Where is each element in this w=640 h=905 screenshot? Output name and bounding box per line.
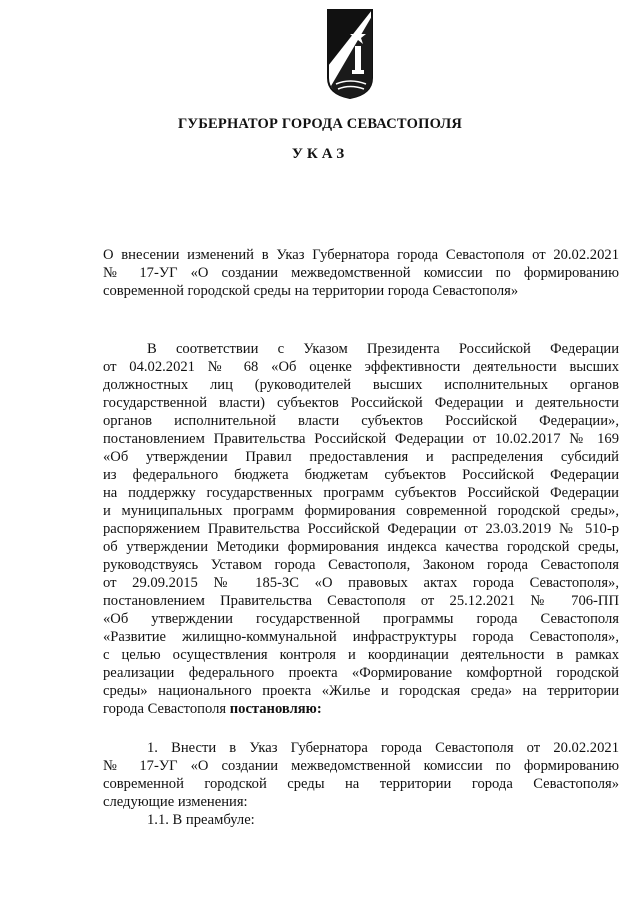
- body-line: «Об утверждении государственной программы города Севастополя: [103, 611, 619, 627]
- body-line: органов исполнительной власти субъектов Российской Федерации»,: [103, 413, 619, 429]
- preamble-paragraph: [103, 340, 619, 718]
- title-line: О внесении изменений в Указ Губернатора города Севастополя от 20.02.2021: [103, 247, 619, 263]
- body-line: и муниципальных программ формирования современной городской среды»,: [103, 503, 619, 519]
- resolve-word: постановляю:: [229, 701, 322, 717]
- body-line: государственной власти) субъектов Российской Федерации и деятельности: [103, 395, 619, 411]
- body-line: из федерального бюджета бюджетам субъектов Российской Федерации: [103, 467, 619, 483]
- body-line: руководствуясь Уставом города Севастополя, Законом города Севастополя: [103, 557, 619, 573]
- item-line: № 17-УГ «О создании межведомственной комиссии по формированию: [103, 758, 619, 774]
- document-type: УКАЗ: [291, 146, 349, 162]
- item-line: современной городской среды на территории города Севастополя»: [103, 776, 619, 792]
- body-line: на поддержку государственных программ субъектов Российской Федерации: [103, 485, 619, 501]
- body-line: распоряжением Правительства Российской Федерации от 23.03.2019 № 510-р: [103, 521, 619, 537]
- body-line: «Об утверждении Правил предоставления и распределения субсидий: [103, 449, 619, 465]
- item-1: [103, 739, 619, 829]
- document-title: [103, 246, 619, 300]
- body-line: от 04.02.2021 № 68 «Об оценке эффективности деятельности высших: [103, 359, 619, 375]
- sevastopol-coat-of-arms-icon: [326, 8, 374, 100]
- body-line: постановлением Правительства Севастополя от 25.12.2021 № 706-ПП: [103, 593, 619, 609]
- body-line: должностных лиц (руководителей высших исполнительных органов: [103, 377, 619, 393]
- title-line: современной городской среды на территории города Севастополя»: [103, 283, 519, 299]
- body-line: об утверждении Методики формирования индекса качества городской среды,: [103, 539, 619, 555]
- title-line: № 17-УГ «О создании межведомственной комиссии по формированию: [103, 265, 619, 281]
- subitem-line: 1.1. В преамбуле:: [147, 812, 255, 828]
- body-last-text: города Севастополя: [103, 701, 227, 717]
- issuing-authority: ГУБЕРНАТОР ГОРОДА СЕВАСТОПОЛЯ: [177, 116, 463, 132]
- body-line: постановлением Правительства Российской Федерации от 10.02.2017 № 169: [103, 431, 619, 447]
- item-line: 1. Внести в Указ Губернатора города Севастополя от 20.02.2021: [147, 740, 619, 756]
- body-line: среды» национального проекта «Жилье и городская среда» на территории: [103, 683, 619, 699]
- body-line: от 29.09.2015 № 185-ЗС «О правовых актах города Севастополя»,: [103, 575, 619, 591]
- body-line: В соответствии с Указом Президента Российской Федерации: [147, 341, 619, 357]
- body-line: «Развитие жилищно-коммунальной инфраструктуры города Севастополя»,: [103, 629, 619, 645]
- body-last-line: [103, 700, 619, 718]
- body-line: с целью осуществления контроля и координации деятельности в рамках: [103, 647, 619, 663]
- item-line: следующие изменения:: [103, 794, 248, 810]
- body-line: реализации федерального проекта «Формирование комфортной городской: [103, 665, 619, 681]
